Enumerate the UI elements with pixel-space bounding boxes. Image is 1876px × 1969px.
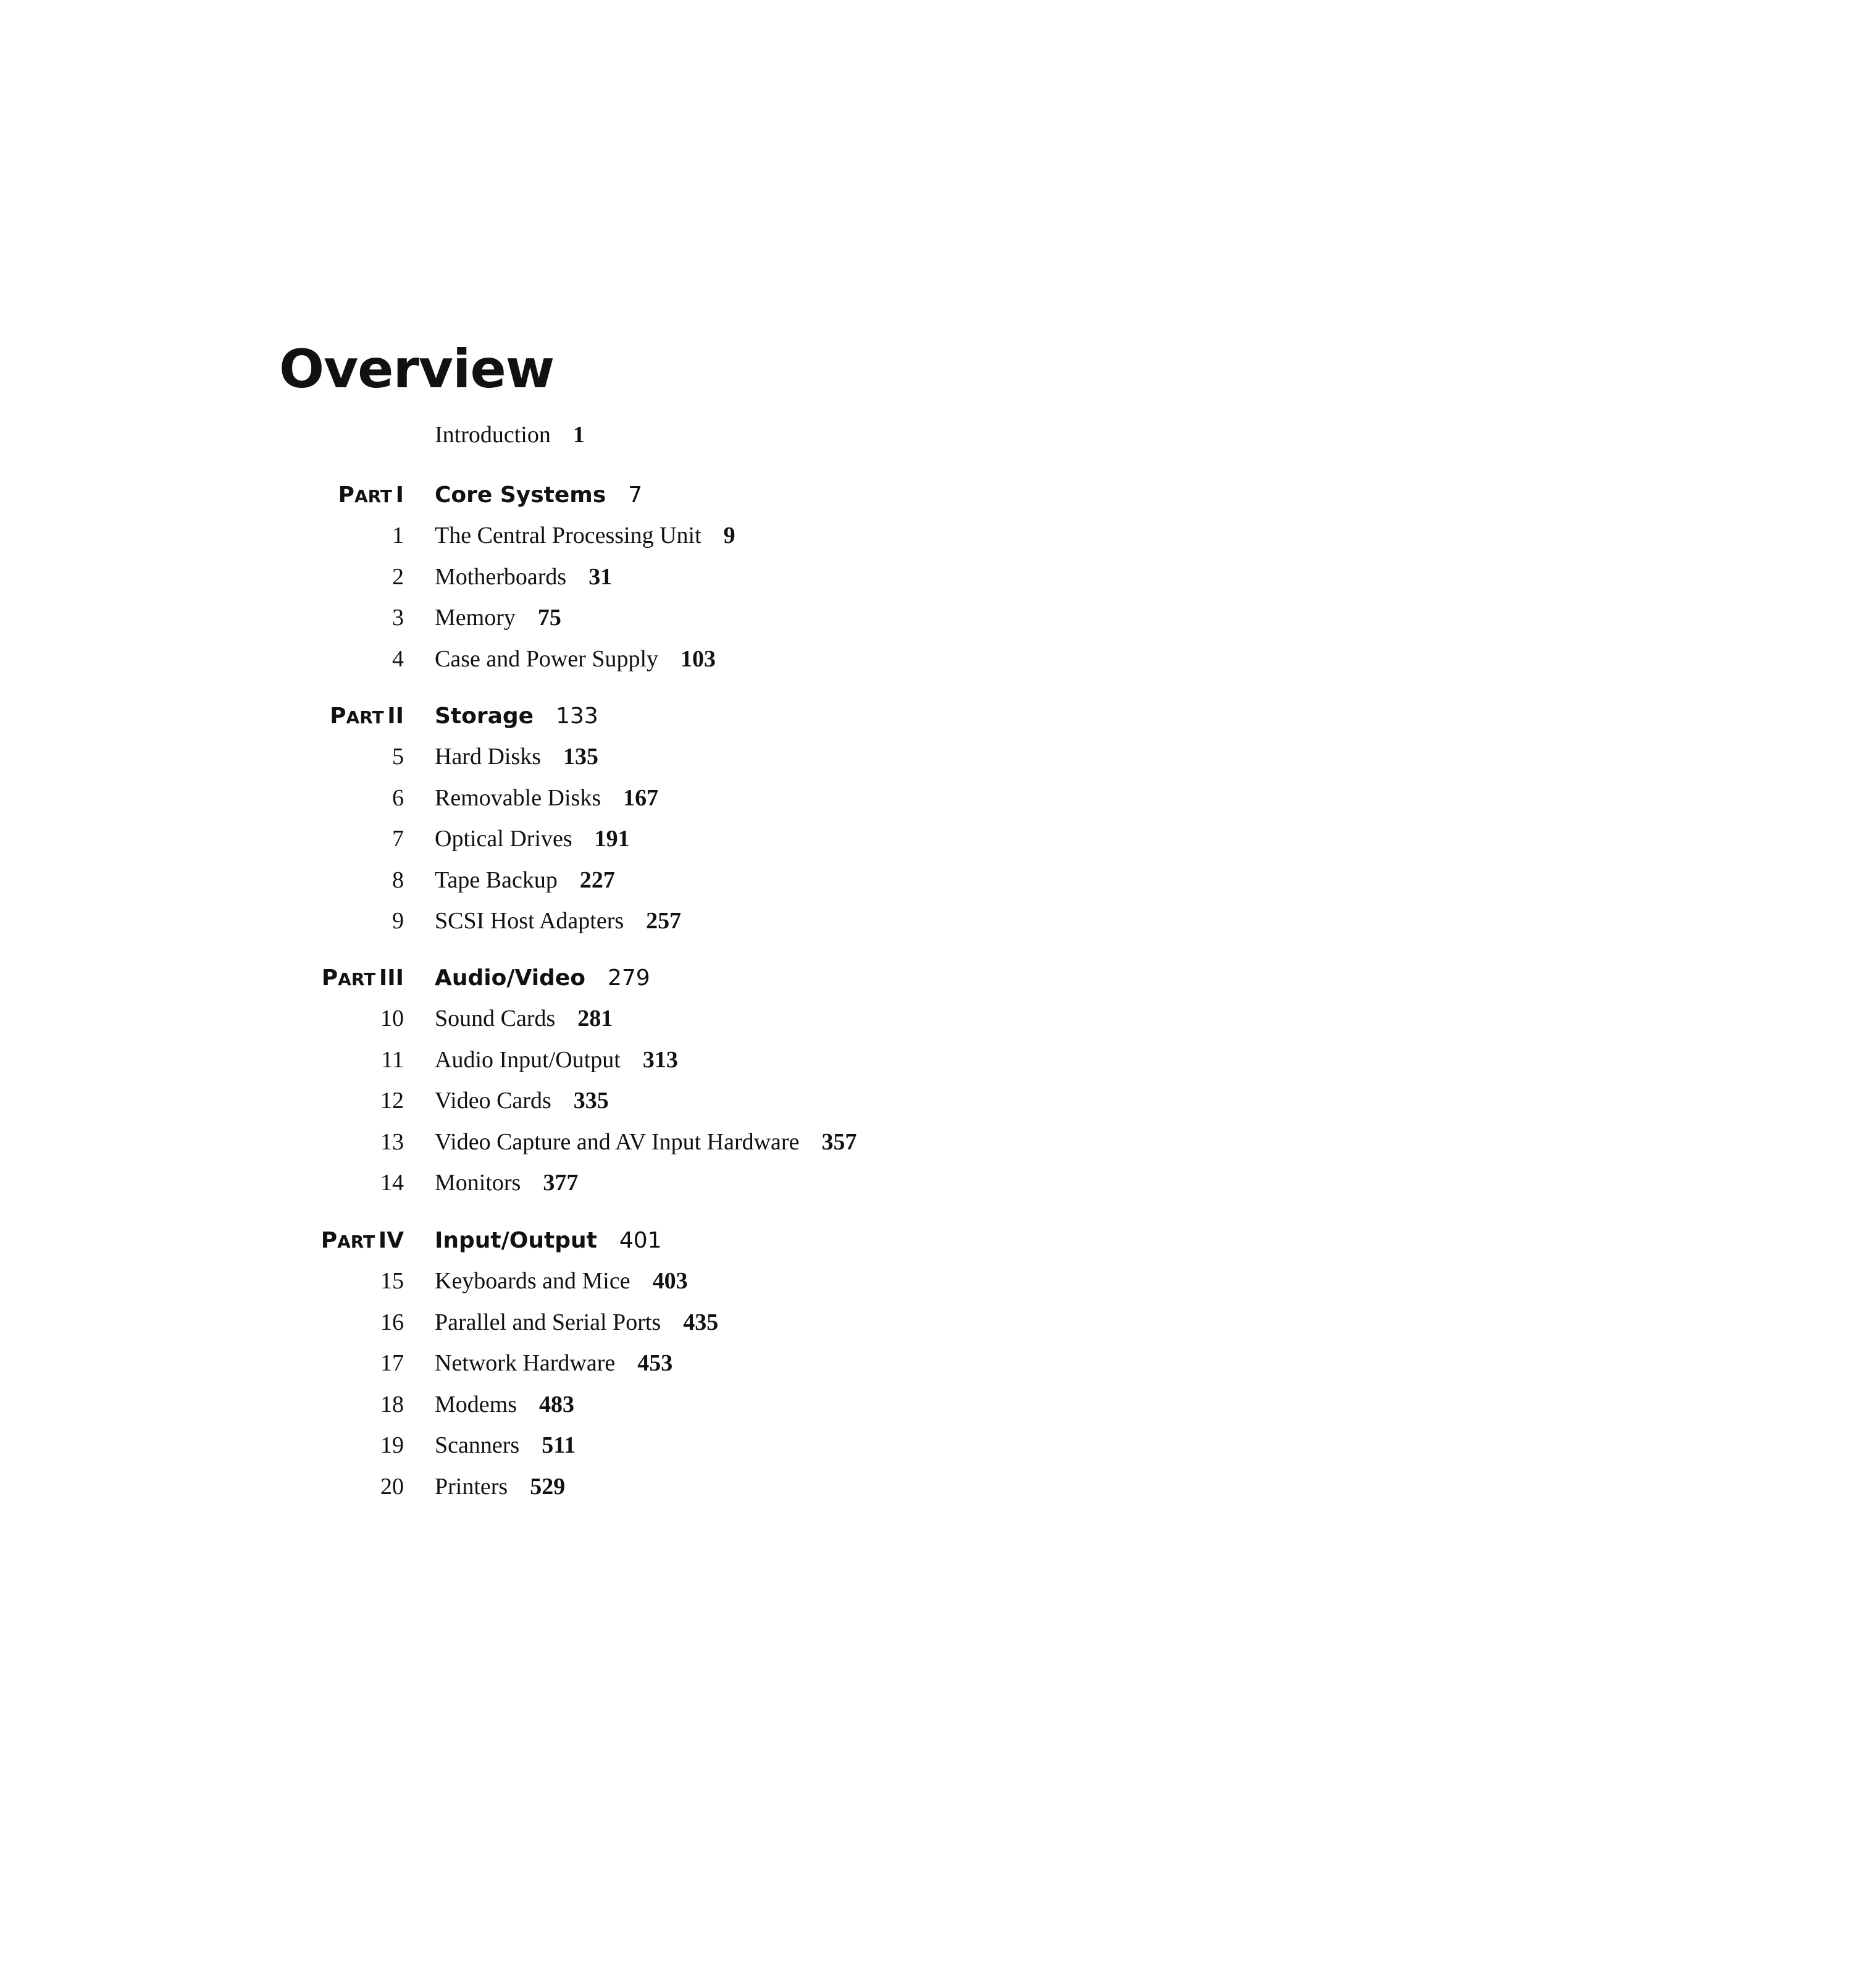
chapter-list — [0, 515, 1876, 679]
toc-chapter-11[interactable] — [0, 1039, 1876, 1081]
part-page-number: 401 — [619, 1228, 662, 1253]
part-heading[interactable] — [0, 476, 1876, 515]
chapter-number: 12 — [380, 1088, 404, 1114]
chapter-number: 19 — [380, 1432, 404, 1458]
chapter-page-number: 281 — [577, 1005, 613, 1031]
chapter-title: Audio Input/Output — [435, 1046, 621, 1073]
chapter-title: Printers — [435, 1473, 508, 1500]
chapter-page-number: 435 — [683, 1309, 719, 1335]
part-heading[interactable] — [0, 959, 1876, 998]
chapter-page-number: 257 — [646, 908, 682, 934]
toc-chapter-14[interactable] — [0, 1162, 1876, 1204]
chapter-number: 6 — [392, 784, 404, 811]
part-title: Storage 133 — [435, 703, 598, 729]
chapter-title: The Central Processing Unit — [435, 523, 701, 548]
chapter-list — [0, 998, 1876, 1204]
chapter-page-number: 403 — [652, 1268, 688, 1294]
part-label: PART IV — [320, 1228, 404, 1253]
chapter-page-number: 529 — [530, 1473, 566, 1500]
chapter-title: Optical Drives — [435, 826, 572, 852]
toc-chapter-4[interactable] — [0, 639, 1876, 680]
toc-entry-introduction[interactable] — [435, 418, 585, 452]
chapter-title: Motherboards — [435, 563, 567, 590]
chapter-page-number: 313 — [642, 1046, 678, 1073]
chapter-title: Sound Cards — [435, 1005, 556, 1031]
toc-chapter-1[interactable] — [0, 515, 1876, 556]
chapter-title: Modems — [435, 1391, 517, 1417]
chapter-title: Video Cards — [435, 1088, 551, 1114]
chapter-title: Parallel and Serial Ports — [435, 1309, 661, 1335]
chapter-page-number: 335 — [573, 1088, 609, 1114]
chapter-number: 9 — [392, 908, 404, 934]
chapter-title: Monitors — [435, 1170, 521, 1196]
chapter-page-number: 103 — [680, 645, 716, 672]
toc-chapter-7[interactable] — [0, 818, 1876, 860]
chapter-title: Scanners — [435, 1432, 520, 1458]
chapter-number: 8 — [392, 867, 404, 893]
chapter-title: Network Hardware — [435, 1350, 616, 1376]
part-title: Input/Output 401 — [435, 1228, 662, 1253]
entry-title: Introduction — [435, 422, 551, 448]
chapter-title: Tape Backup — [435, 867, 558, 893]
toc-chapter-17[interactable] — [0, 1343, 1876, 1384]
chapter-number: 13 — [380, 1128, 404, 1155]
chapter-number: 15 — [380, 1268, 404, 1294]
part-label: PART II — [330, 703, 404, 729]
part-page-number: 133 — [556, 703, 598, 729]
chapter-title: Removable Disks — [435, 784, 601, 811]
chapter-page-number: 167 — [623, 784, 659, 811]
chapter-number: 20 — [380, 1473, 404, 1500]
toc-chapter-15[interactable] — [0, 1261, 1876, 1302]
chapter-page-number: 227 — [579, 867, 615, 893]
entry-page-number: 1 — [572, 422, 585, 448]
part-page-number: 279 — [607, 965, 650, 991]
toc-chapter-19[interactable] — [0, 1425, 1876, 1466]
chapter-title: SCSI Host Adapters — [435, 908, 624, 934]
part-label: PART III — [321, 965, 404, 991]
chapter-title: Hard Disks — [435, 744, 542, 770]
toc-part-2 — [0, 697, 1876, 942]
chapter-number: 4 — [392, 645, 404, 672]
chapter-number: 11 — [381, 1046, 404, 1073]
toc-part-3 — [0, 959, 1876, 1204]
chapter-number: 14 — [380, 1170, 404, 1196]
chapter-title: Memory — [435, 605, 516, 631]
chapter-page-number: 357 — [821, 1128, 857, 1155]
toc-chapter-20[interactable] — [0, 1466, 1876, 1508]
chapter-title: Video Capture and AV Input Hardware — [435, 1128, 800, 1155]
part-page-number: 7 — [628, 482, 643, 508]
toc-chapter-5[interactable] — [0, 736, 1876, 778]
chapter-page-number: 135 — [563, 744, 599, 770]
toc-chapter-8[interactable] — [0, 860, 1876, 901]
toc-part-4 — [0, 1221, 1876, 1507]
chapter-page-number: 483 — [539, 1391, 574, 1417]
chapter-number: 7 — [392, 826, 404, 852]
chapter-number: 16 — [380, 1309, 404, 1335]
chapter-number: 1 — [392, 523, 404, 548]
chapter-page-number: 75 — [537, 605, 561, 631]
part-heading[interactable] — [0, 697, 1876, 736]
toc-chapter-18[interactable] — [0, 1384, 1876, 1425]
toc-chapter-16[interactable] — [0, 1302, 1876, 1343]
toc-chapter-2[interactable] — [0, 556, 1876, 598]
chapter-page-number: 9 — [723, 523, 735, 548]
part-heading[interactable] — [0, 1221, 1876, 1261]
toc-chapter-12[interactable] — [0, 1080, 1876, 1122]
toc-chapter-13[interactable] — [0, 1122, 1876, 1163]
chapter-page-number: 31 — [588, 563, 613, 590]
chapter-title: Case and Power Supply — [435, 645, 659, 672]
chapter-list — [0, 736, 1876, 942]
chapter-number: 10 — [380, 1005, 404, 1031]
chapter-title: Keyboards and Mice — [435, 1268, 630, 1294]
chapter-list — [0, 1261, 1876, 1507]
part-title: Core Systems 7 — [435, 482, 643, 508]
chapter-number: 2 — [392, 563, 404, 590]
chapter-page-number: 377 — [543, 1170, 579, 1196]
chapter-page-number: 453 — [637, 1350, 673, 1376]
chapter-page-number: 191 — [594, 826, 630, 852]
part-label: PART I — [338, 482, 404, 508]
chapter-number: 17 — [380, 1350, 404, 1376]
toc-chapter-3[interactable] — [0, 597, 1876, 639]
chapter-page-number: 511 — [542, 1432, 576, 1458]
chapter-number: 3 — [392, 605, 404, 631]
page-title: Overview — [279, 338, 555, 400]
toc-part-1 — [0, 476, 1876, 679]
chapter-number: 18 — [380, 1391, 404, 1417]
toc-chapter-6[interactable] — [0, 778, 1876, 819]
toc-chapter-10[interactable] — [0, 998, 1876, 1039]
chapter-number: 5 — [392, 744, 404, 770]
part-title: Audio/Video 279 — [435, 965, 650, 991]
toc-chapter-9[interactable] — [0, 901, 1876, 942]
